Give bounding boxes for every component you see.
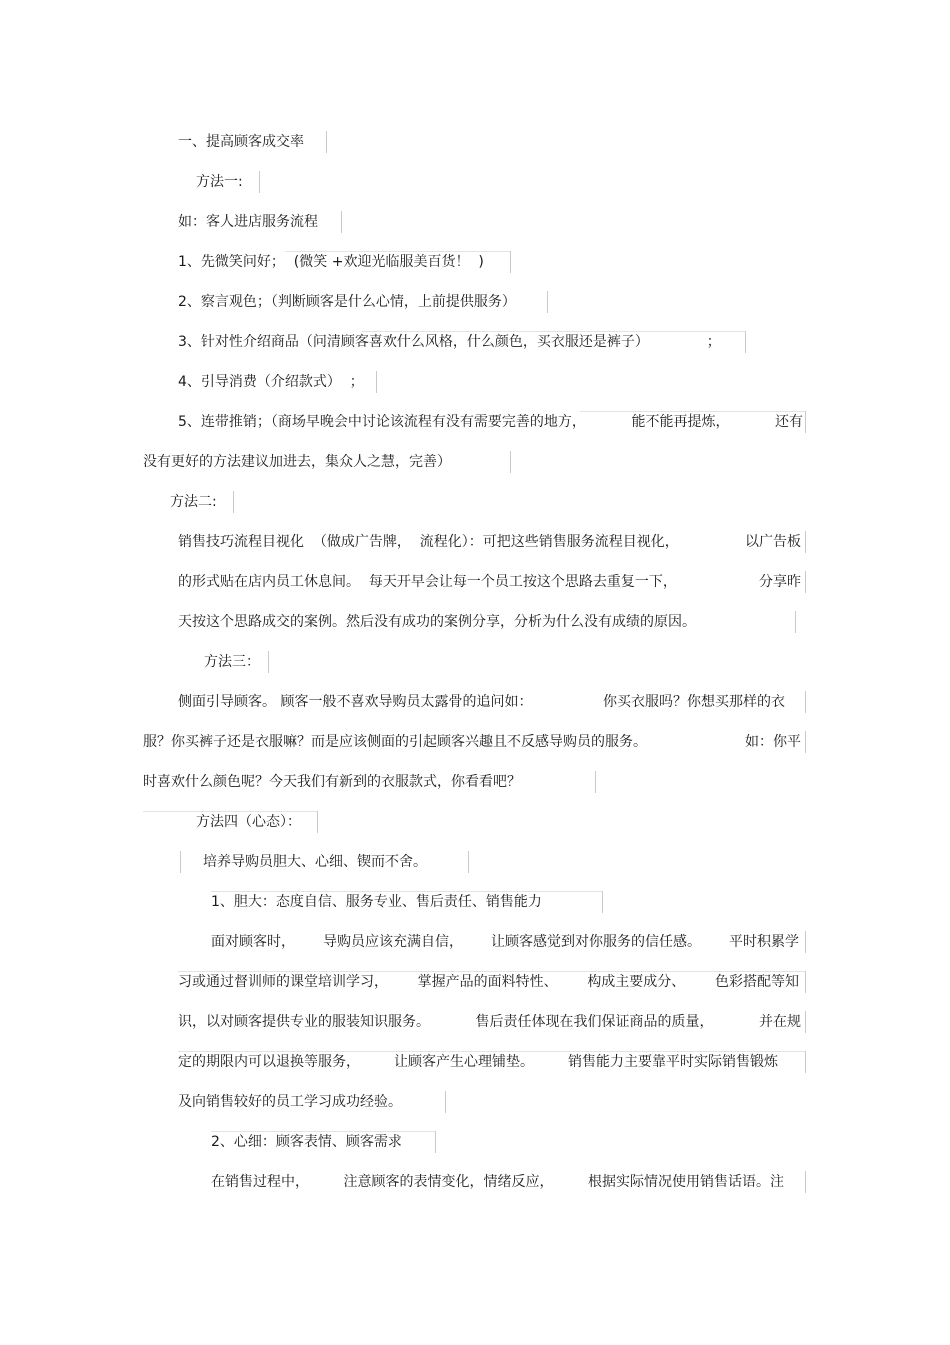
line-edge-mark — [445, 1091, 446, 1113]
text-segment: 在销售过程中， — [211, 1174, 309, 1190]
method-1-step-5-line-1 — [178, 412, 803, 432]
text-segment: 侧面引导顾客。 顾客一般不喜欢导购员太露骨的追问如： — [178, 694, 533, 710]
line-edge-mark — [233, 491, 234, 513]
text-segment: 以广告板 — [745, 534, 801, 550]
method-3-line-2 — [143, 732, 801, 752]
text-segment: 并在规 — [759, 1014, 801, 1030]
method-1-title: 方法一: — [196, 174, 243, 190]
text-segment: 根据实际情况使用销售话语。注 — [588, 1174, 784, 1190]
text-segment: 服？你买裤子还是衣服嘛？而是应该侧面的引起顾客兴趣且不反感导购员的服务。 — [143, 734, 647, 750]
line-edge-mark — [180, 851, 181, 873]
text-segment: 注意顾客的表情变化，情绪反应， — [343, 1174, 554, 1190]
subsection-2-title: 2、心细：顾客表情、顾客需求 — [211, 1134, 402, 1150]
method-4-intro: 培养导购员胆大、心细、锲而不舍。 — [203, 854, 427, 870]
text-segment: 定的期限内可以退换等服务， — [178, 1054, 360, 1070]
text-segment: 平时积累学 — [729, 934, 799, 950]
line-edge-mark — [805, 731, 806, 753]
line-edge-mark — [268, 651, 269, 673]
line-edge-mark — [547, 291, 548, 313]
text-segment: 掌握产品的面料特性、 — [417, 974, 558, 990]
text-segment: 分享昨 — [759, 574, 801, 590]
method-2-line-2 — [178, 572, 801, 592]
method-1-example: 如：客人进店服务流程 — [178, 214, 318, 230]
method-3-title: 方法三： — [204, 654, 260, 670]
subsection-1-line-1 — [211, 932, 799, 952]
line-edge-mark — [805, 1171, 806, 1193]
method-3-line-1 — [178, 692, 785, 712]
text-segment: 导购员应该充满自信， — [323, 934, 463, 950]
text-segment: 如：你平 — [745, 734, 801, 750]
line-edge-mark — [805, 1051, 806, 1073]
line-edge-mark — [510, 251, 511, 273]
method-3-line-3: 时喜欢什么颜色呢？今天我们有新到的衣服款式，你看看吧？ — [143, 774, 521, 790]
text-segment: 色彩搭配等知 — [714, 974, 799, 990]
subsection-2-line-1 — [211, 1172, 784, 1192]
line-edge-mark — [317, 811, 318, 833]
line-edge-mark — [805, 931, 806, 953]
line-top-rule — [285, 251, 510, 252]
text-segment: 构成主要成分、 — [587, 974, 686, 990]
line-top-rule — [362, 331, 745, 332]
line-top-rule — [178, 1051, 805, 1052]
line-edge-mark — [805, 1011, 806, 1033]
line-edge-mark — [510, 451, 511, 473]
method-1-step-4: 4、引导消费（介绍款式） ； — [178, 374, 364, 390]
text-segment: 的形式贴在店内员工休息间。 每天开早会让每一个员工按这个思路去重复一下， — [178, 574, 677, 590]
text-segment: 售后责任体现在我们保证商品的质量， — [475, 1014, 714, 1030]
subsection-1-line-3 — [178, 1012, 801, 1032]
text-segment: 让顾客感觉到对你服务的信任感。 — [491, 934, 701, 950]
line-top-rule — [580, 411, 805, 412]
text-segment: 能不能再提炼， — [631, 414, 730, 430]
text-segment: 面对顾客时， — [211, 934, 295, 950]
method-2-line-3: 天按这个思路成交的案例。然后没有成功的案例分享，分析为什么没有成绩的原因。 — [178, 614, 696, 630]
method-2-title: 方法二: — [170, 494, 217, 510]
line-edge-mark — [745, 331, 746, 353]
line-edge-mark — [795, 611, 796, 633]
line-edge-mark — [595, 771, 596, 793]
line-edge-mark — [805, 411, 806, 433]
line-edge-mark — [805, 531, 806, 553]
line-edge-mark — [468, 851, 469, 873]
text-segment: 习或通过督训师的课堂培训学习， — [178, 974, 388, 990]
method-2-line-1 — [178, 532, 801, 552]
line-edge-mark — [376, 371, 377, 393]
method-1-step-5-line-2: 没有更好的方法建议加进去，集众人之慧，完善） — [143, 454, 451, 470]
text-segment: 你买衣服吗？你想买那样的衣 — [603, 694, 785, 710]
subsection-1-line-5: 及向销售较好的员工学习成功经验。 — [178, 1094, 402, 1110]
line-edge-mark — [602, 891, 603, 913]
line-edge-mark — [805, 691, 806, 713]
line-edge-mark — [805, 971, 806, 993]
subsection-1-line-2 — [178, 972, 799, 992]
subsection-1-line-4 — [178, 1052, 778, 1072]
text-segment: 5、连带推销；（商场早晚会中讨论该流程有没有需要完善的地方， — [178, 414, 586, 430]
method-4-title: 方法四（心态）： — [196, 814, 301, 830]
line-edge-mark — [435, 1131, 436, 1153]
text-segment: 还有 — [775, 414, 803, 430]
text-segment: 让顾客产生心理铺垫。 — [394, 1054, 534, 1070]
subsection-1-title: 1、胆大：态度自信、服务专业、售后责任、销售能力 — [211, 894, 542, 910]
method-1-step-1: 1、先微笑问好； (微笑 +欢迎光临服美百货！ ) — [178, 254, 484, 270]
section-heading: 一、提高顾客成交率 — [178, 134, 304, 150]
line-top-rule — [178, 971, 805, 972]
line-edge-mark — [259, 171, 260, 193]
line-edge-mark — [326, 131, 327, 153]
text-segment: 销售技巧流程目视化 （做成广告牌， 流程化）：可把这些销售服务流程目视化， — [178, 534, 679, 550]
method-1-step-3: 3、针对性介绍商品（问清顾客喜欢什么风格，什么颜色，买衣服还是裤子） ； — [178, 334, 721, 350]
text-segment: 识，以对顾客提供专业的服装知识服务。 — [178, 1014, 430, 1030]
text-segment: 销售能力主要靠平时实际销售锻炼 — [568, 1054, 778, 1070]
line-edge-mark — [341, 211, 342, 233]
line-edge-mark — [805, 571, 806, 593]
method-1-step-2: 2、察言观色；（判断顾客是什么心情，上前提供服务） — [178, 294, 516, 310]
